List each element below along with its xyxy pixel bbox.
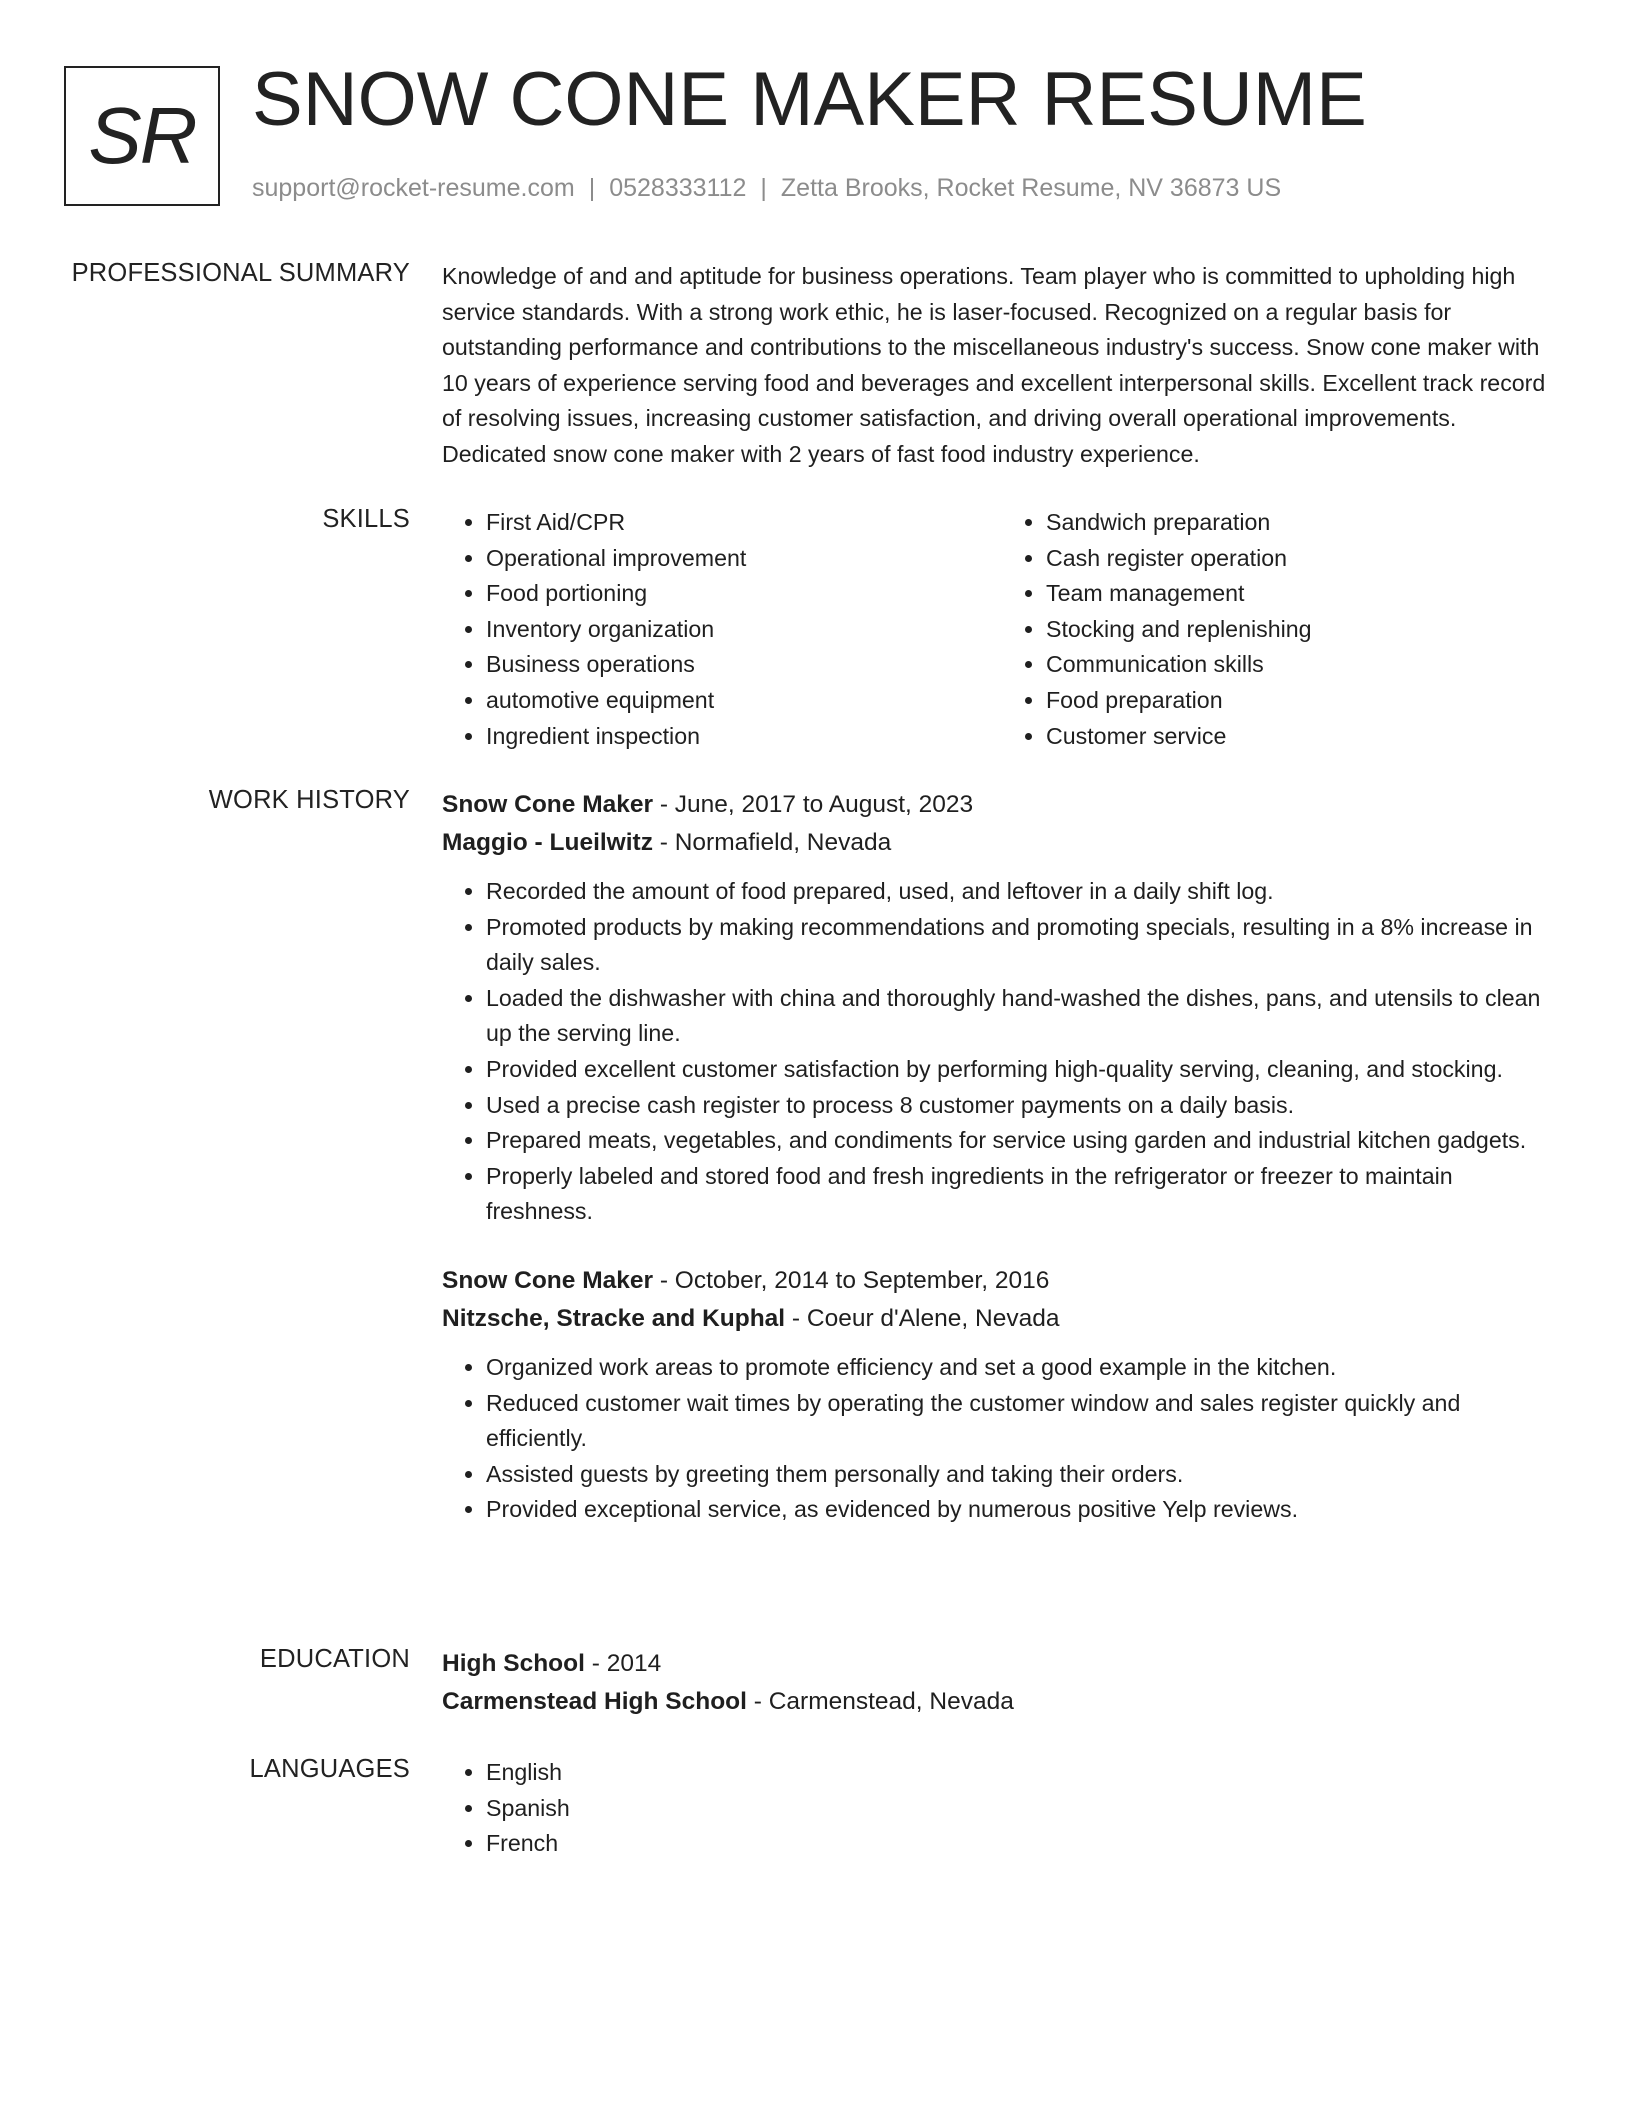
contact-email: support@rocket-resume.com	[252, 174, 575, 202]
skill-item: • Stocking and replenishing	[1046, 612, 1562, 648]
skill-item: • Sandwich preparation	[1046, 505, 1562, 541]
job-title-line	[442, 786, 1562, 824]
summary-body	[442, 259, 1562, 473]
section-label-work: WORK HISTORY	[208, 786, 410, 814]
contact-phone: 0528333112	[609, 174, 747, 202]
job-bullet: • Recorded the amount of food prepared, used, and leftover in a daily shift log.	[486, 874, 1562, 910]
skills-list-right	[1002, 505, 1562, 754]
section-label-skills: SKILLS	[322, 505, 410, 533]
skills-body	[442, 505, 1562, 754]
languages-body	[442, 1755, 1562, 1862]
job-title: Snow Cone Maker	[442, 1266, 654, 1294]
job-bullet: • Provided excellent customer satisfaction by performing high-quality serving, cleaning, and stocking.	[486, 1052, 1562, 1088]
skill-item: • Business operations	[486, 647, 1002, 683]
job-company-line	[442, 824, 1562, 862]
job-dates: - October, 2014 to September, 2016	[653, 1266, 1050, 1294]
job-bullet: • Reduced customer wait times by operating the customer window and sales register quickly and efficiently.	[486, 1386, 1562, 1457]
education-degree-line	[442, 1645, 1562, 1683]
skill-item: • Food preparation	[1046, 683, 1562, 719]
education-year: - 2014	[584, 1650, 662, 1677]
job-title-line	[442, 1262, 1562, 1300]
language-item: • English	[486, 1755, 1562, 1791]
contact-separator: |	[760, 174, 767, 202]
job-bullet: • Properly labeled and stored food and fresh ingredients in the refrigerator or freezer to maintain freshness.	[486, 1159, 1562, 1230]
job-bullet: • Provided exceptional service, as evidenced by numerous positive Yelp reviews.	[486, 1492, 1562, 1528]
job-bullet: • Promoted products by making recommendations and promoting specials, resulting in a 8% increase in daily sales.	[486, 910, 1562, 981]
job-entry	[442, 1262, 1562, 1528]
section-label-education: EDUCATION	[259, 1645, 410, 1673]
job-company: Nitzsche, Stracke and Kuphal	[442, 1304, 786, 1332]
skill-item: • automotive equipment	[486, 683, 1002, 719]
skills-columns	[442, 505, 1562, 754]
language-item: • French	[486, 1826, 1562, 1862]
job-dates: - June, 2017 to August, 2023	[653, 791, 974, 818]
skill-item: • Cash register operation	[1046, 541, 1562, 577]
contact-line	[252, 174, 1281, 203]
job-bullets	[442, 1350, 1562, 1528]
skill-item: • Customer service	[1046, 719, 1562, 755]
job-bullets	[442, 874, 1562, 1230]
section-label-summary: PROFESSIONAL SUMMARY	[71, 259, 410, 287]
skills-list-left	[442, 505, 1002, 754]
skill-item: • Team management	[1046, 576, 1562, 612]
contact-separator: |	[588, 174, 596, 202]
job-company: Maggio - Lueilwitz	[442, 829, 653, 856]
job-bullet: • Used a precise cash register to process 8 customer payments on a daily basis.	[486, 1088, 1562, 1124]
section-label-languages: LANGUAGES	[249, 1755, 410, 1783]
resume-title: SNOW CONE MAKER RESUME	[252, 57, 1367, 142]
work-body	[442, 786, 1562, 1528]
skill-item: • Communication skills	[1046, 647, 1562, 683]
education-school: Carmenstead High School	[442, 1688, 747, 1715]
skill-item: • Inventory organization	[486, 612, 1002, 648]
skill-item: • Food portioning	[486, 576, 1002, 612]
skill-item: • Ingredient inspection	[486, 719, 1002, 755]
job-company-line	[442, 1300, 1562, 1338]
languages-list	[442, 1755, 1562, 1862]
job-bullet: • Organized work areas to promote efficiency and set a good example in the kitchen.	[486, 1350, 1562, 1386]
skill-item: • Operational improvement	[486, 541, 1002, 577]
job-bullet: • Prepared meats, vegetables, and condiments for service using garden and industrial kitchen gadgets.	[486, 1123, 1562, 1159]
language-item: • Spanish	[486, 1791, 1562, 1827]
job-location: - Normafield, Nevada	[652, 829, 892, 856]
job-bullet: • Loaded the dishwasher with china and thoroughly hand-washed the dishes, pans, and utensils to clean up the serving line.	[486, 981, 1562, 1052]
education-location: - Carmenstead, Nevada	[746, 1688, 1014, 1715]
education-body	[442, 1645, 1562, 1721]
job-entry	[442, 786, 1562, 1230]
summary-text: Knowledge of and and aptitude for business operations. Team player who is committed to upholding high service standards. With a strong work ethic, he is laser-focused. Recognized on a regular basis for outstanding performance and contributions to the miscellaneous industry's success. Snow cone maker with 10 years of experience serving food and beverages and excellent interpersonal skills. Excellent track record of resolving issues, increasing customer satisfaction, and driving overall operational improvements. Dedicated snow cone maker with 2 years of fast food industry experience.	[442, 263, 1546, 467]
monogram-badge: SR	[64, 66, 220, 206]
job-title: Snow Cone Maker	[442, 791, 654, 818]
education-degree: High School	[442, 1650, 585, 1677]
job-bullet: • Assisted guests by greeting them personally and taking their orders.	[486, 1457, 1562, 1493]
job-location: - Coeur d'Alene, Nevada	[785, 1304, 1060, 1332]
education-school-line	[442, 1683, 1562, 1721]
contact-address: Zetta Brooks, Rocket Resume, NV 36873 US	[780, 174, 1282, 202]
skill-item: • First Aid/CPR	[486, 505, 1002, 541]
